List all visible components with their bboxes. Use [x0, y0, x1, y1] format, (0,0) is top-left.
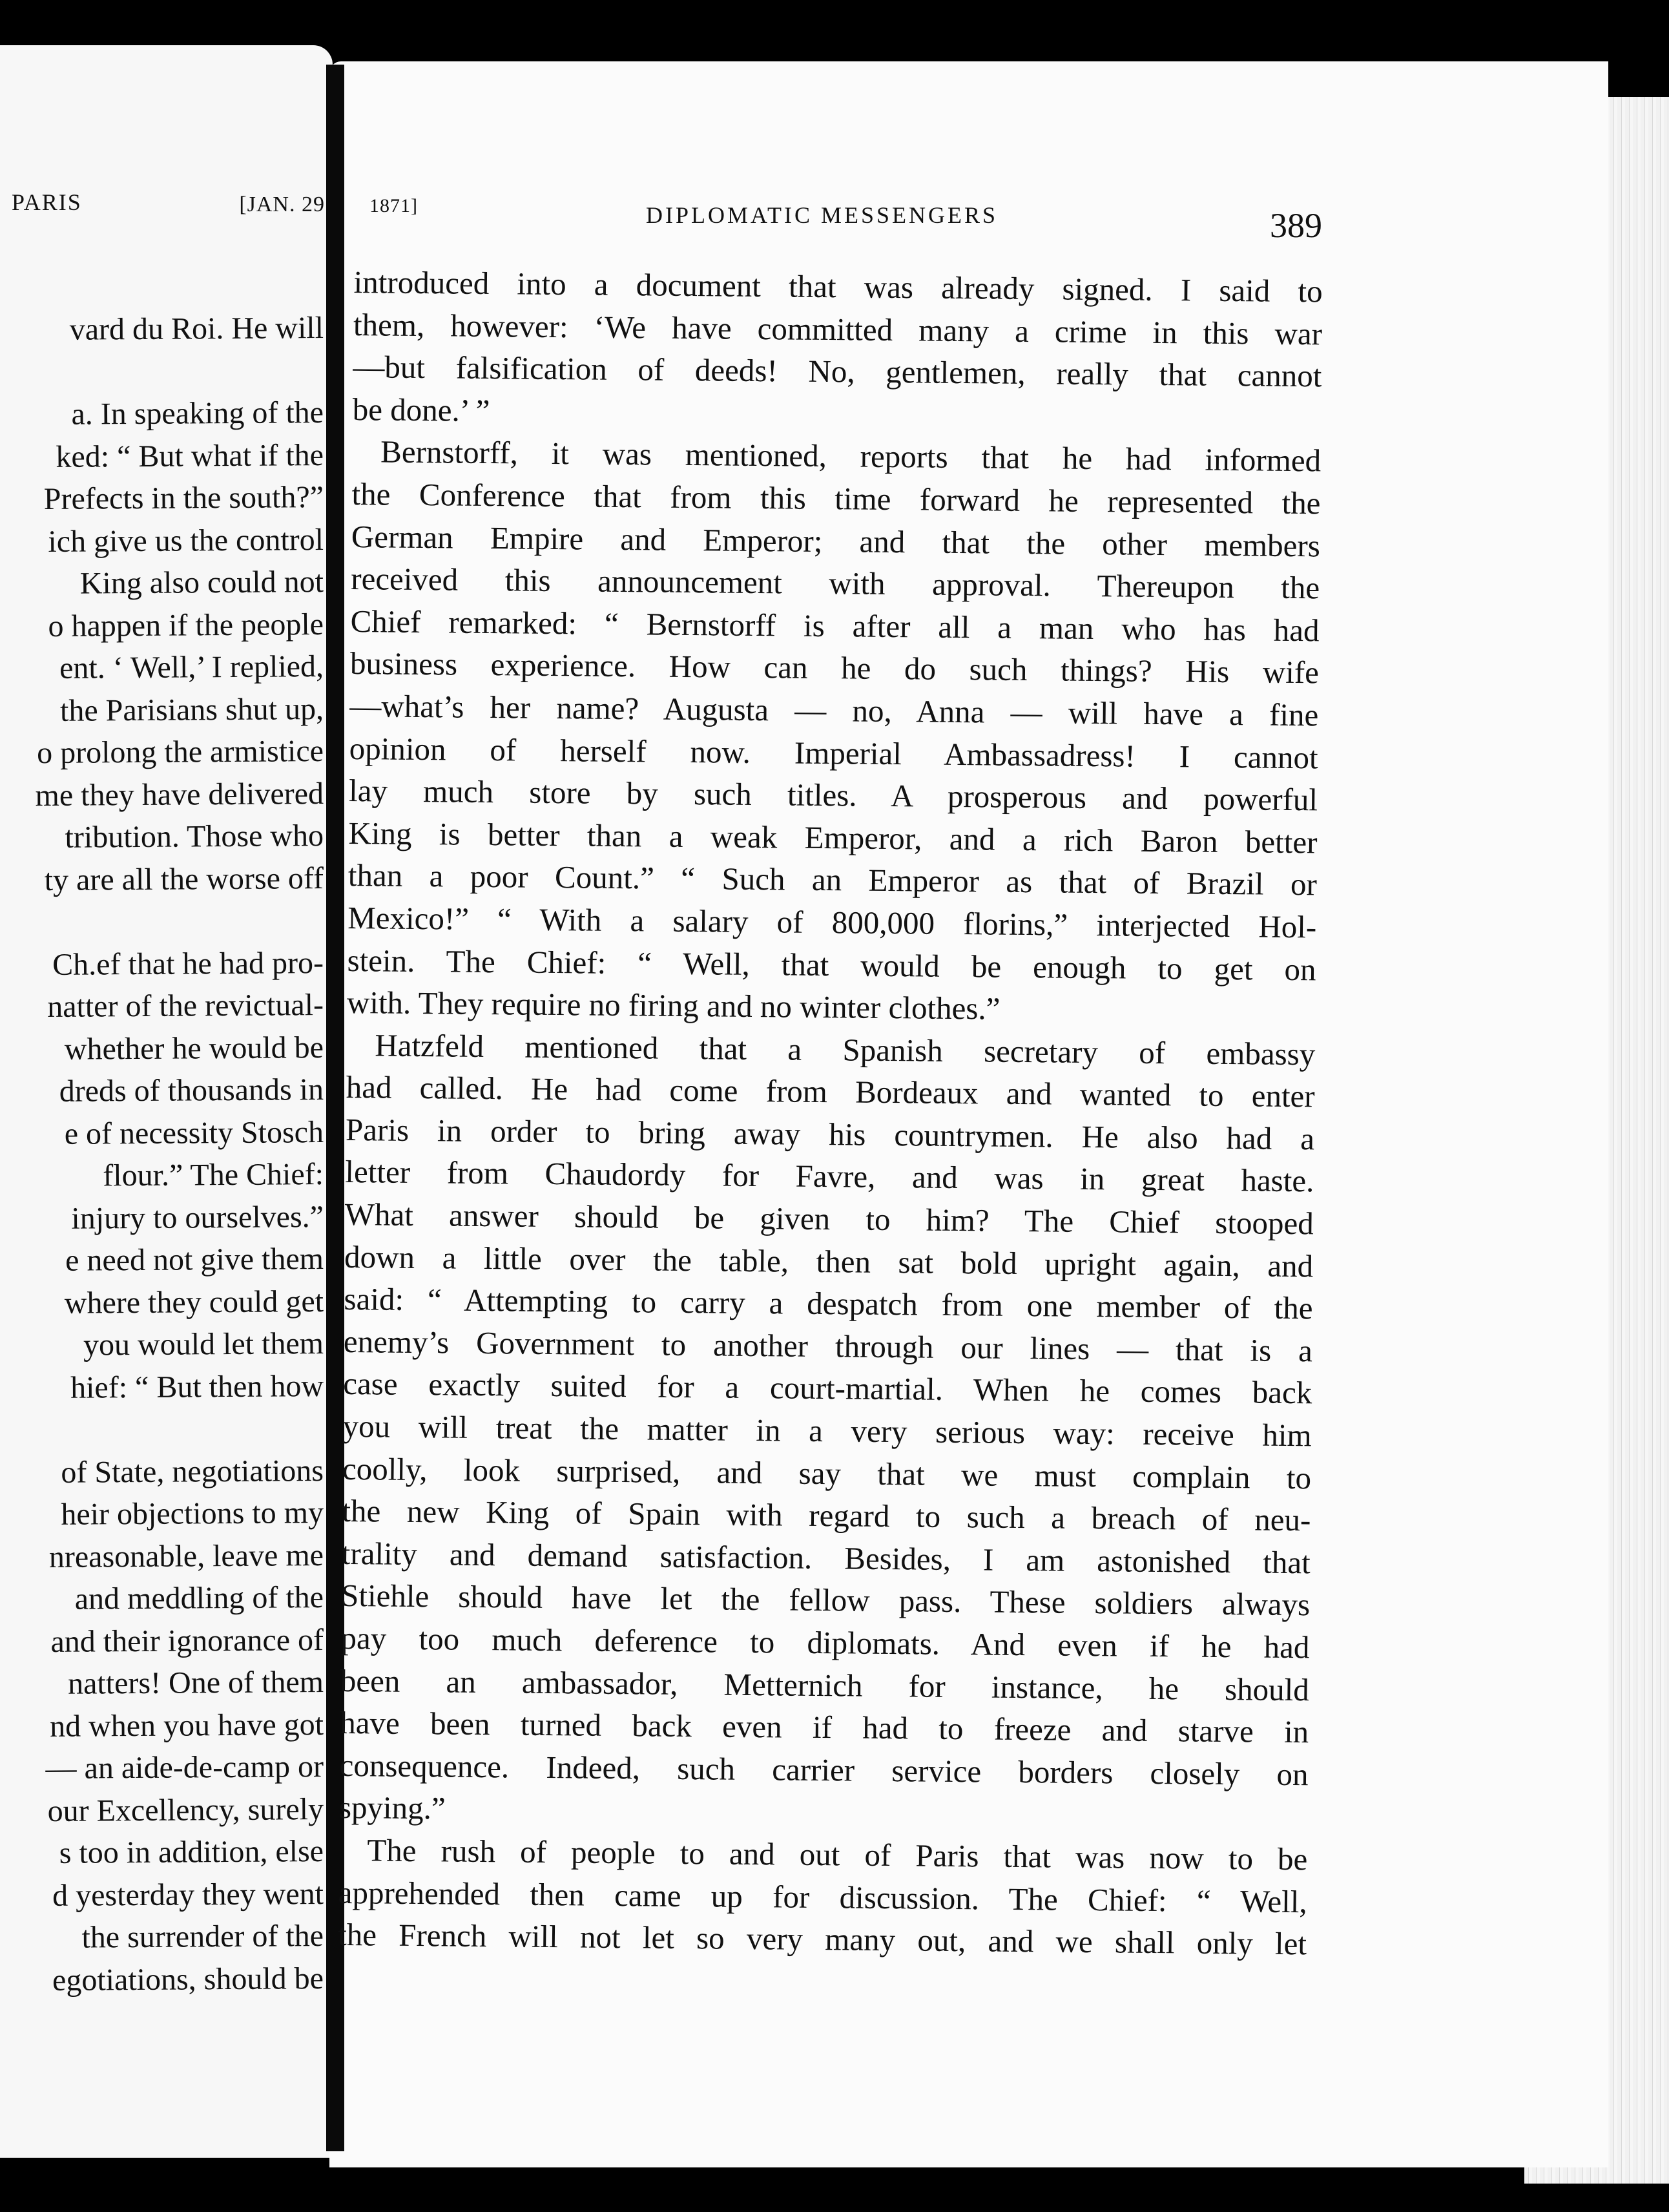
body-text: [338, 261, 1323, 1965]
text-line: Mexico!” “ With a salary of 800,000 florins,” interjected Hol-: [347, 899, 1317, 945]
text-line: consequence. Indeed, such carrier service borders closely on: [339, 1747, 1309, 1793]
text-line: been an ambassador, Metternich for instance, he should: [340, 1662, 1310, 1707]
text-line: King is better than a weak Emperor, and a rich Baron better: [348, 815, 1318, 861]
left-text-line: flour.” The Chief:: [103, 1157, 324, 1193]
text-line: coolly, look surprised, and say that we must complain to: [342, 1450, 1312, 1496]
left-text-line: our Excellency, surely: [47, 1791, 324, 1828]
text-line: with. They require no firing and no winter clothes.”: [346, 985, 1000, 1027]
text-line: than a poor Count.” “ Such an Emperor as that of Brazil or: [347, 857, 1318, 903]
text-line: down a little over the table, then sat bold upright again, and: [344, 1238, 1314, 1284]
left-text-line: ent. ‘ Well,’ I replied,: [59, 649, 324, 685]
left-text-line: King also could not: [79, 565, 324, 601]
running-title: DIPLOMATIC MESSENGERS: [646, 202, 999, 228]
text-line: case exactly suited for a court-martial. When he comes back: [343, 1366, 1312, 1411]
left-text-line: nd when you have got: [49, 1707, 324, 1744]
text-line: business experience. How can he do such things? His wife: [349, 645, 1320, 691]
left-text-line: and their ignorance of: [50, 1622, 324, 1659]
text-line: —but falsification of deeds! No, gentlemen, really that cannot: [353, 349, 1322, 394]
left-text-line: the Parisians shut up,: [59, 691, 324, 728]
left-text-line: and meddling of the: [74, 1580, 324, 1616]
left-running-title: PARIS: [12, 189, 82, 215]
left-text-line: ked: “ But what if the: [56, 437, 324, 474]
left-text-line: natter of the revictual-: [47, 988, 324, 1024]
left-text-line: heir objections to my: [61, 1496, 324, 1532]
text-line: have been turned back even if had to freeze and starve in: [340, 1705, 1309, 1750]
left-text-line: o happen if the people: [48, 607, 324, 643]
text-line: had called. He had come from Bordeaux and wanted to enter: [346, 1069, 1315, 1114]
left-text-line: hief: “ But then how: [70, 1368, 324, 1405]
left-text-line: dreds of thousands in: [59, 1072, 324, 1109]
left-page: [0, 45, 333, 2158]
running-year: 1871]: [369, 195, 418, 216]
left-text-line: of State, negotiations: [61, 1453, 324, 1490]
text-line: said: “ Attempting to carry a despatch from one member of the: [344, 1281, 1313, 1326]
left-text-line: Prefects in the south?”: [43, 480, 324, 517]
text-line: spying.”: [338, 1789, 446, 1826]
left-text-line: e need not give them: [65, 1242, 324, 1278]
left-text-line: nreasonable, leave me: [48, 1538, 324, 1574]
left-text-line: e of necessity Stosch: [64, 1114, 324, 1151]
text-line: letter from Chaudordy for Favre, and was in great haste.: [345, 1154, 1314, 1199]
text-line: be done.’ ”: [352, 391, 490, 428]
left-text-line: [0, 899, 324, 944]
left-text-line: egotiations, should be: [52, 1961, 324, 1998]
left-text-line: — an aide-de-camp or: [45, 1749, 324, 1786]
text-line: enemy’s Government to another through our lines — that is a: [343, 1323, 1313, 1369]
page-number: 389: [1270, 206, 1322, 245]
left-text-line: ty are all the worse off: [44, 861, 324, 897]
text-line: received this announcement with approval. Thereupon the: [351, 561, 1320, 606]
left-page-text: [0, 307, 324, 1999]
left-text-line: s too in addition, else: [59, 1834, 324, 1870]
left-text-line: the surrender of the: [81, 1919, 324, 1955]
text-line: stein. The Chief: “ Well, that would be enough to get on: [347, 942, 1316, 987]
text-line: introduced into a document that was already signed. I said to: [353, 264, 1323, 309]
left-text-line: where they could get: [64, 1284, 324, 1320]
right-running-head: [362, 194, 1369, 239]
left-text-line: ich give us the control: [48, 522, 324, 559]
left-text-line: [0, 350, 324, 395]
text-line: opinion of herself now. Imperial Ambassadress! I cannot: [349, 730, 1318, 775]
text-line: the French will not let so very many out, and we shall only let: [337, 1917, 1307, 1962]
left-text-line: Ch.ef that he had pro-: [52, 945, 324, 982]
text-line: apprehended then came up for discussion. The Chief: “ Well,: [338, 1874, 1307, 1919]
text-line: The rush of people to and out of Paris that was now to be: [367, 1832, 1308, 1877]
text-line: the new King of Spain with regard to such a breach of neu-: [342, 1493, 1311, 1538]
text-line: lay much store by such titles. A prosperous and powerful: [348, 773, 1318, 818]
text-line: them, however: ‘We have committed many a crime in this war: [353, 306, 1323, 351]
text-line: Bernstorff, it was mentioned, reports that he had informed: [380, 433, 1322, 479]
text-line: German Empire and Emperor; and that the other members: [351, 518, 1321, 563]
text-line: —what’s her name? Augusta — no, Anna — will have a fine: [349, 687, 1319, 733]
left-text-line: vard du Roi. He will: [69, 311, 324, 347]
text-line: Hatzfeld mentioned that a Spanish secretary of embassy: [375, 1027, 1316, 1072]
left-text-line: a. In speaking of the: [71, 395, 324, 432]
left-running-date: [JAN. 29: [239, 193, 325, 216]
text-line: you will treat the matter in a very serious way: receive him: [342, 1408, 1312, 1454]
left-text-line: [0, 1407, 324, 1452]
text-line: What answer should be given to him? The Chief stooped: [344, 1196, 1314, 1242]
text-line: trality and demand satisfaction. Besides, I am astonished that: [341, 1535, 1311, 1581]
left-text-line: natters! One of them: [67, 1665, 324, 1701]
text-line: Paris in order to bring away his countrymen. He also had a: [345, 1111, 1315, 1157]
left-text-line: d yesterday they went: [52, 1876, 324, 1913]
left-text-line: whether he would be: [64, 1030, 324, 1067]
text-line: the Conference that from this time forward he represented the: [351, 475, 1321, 521]
left-text-line: o prolong the armistice: [36, 734, 324, 771]
left-running-head: [0, 189, 333, 227]
text-line: Stiehle should have let the fellow pass. These soldiers always: [340, 1578, 1311, 1623]
text-line: Chief remarked: “ Bernstorff is after all a man who has had: [350, 603, 1320, 649]
left-text-line: me they have delivered: [35, 776, 324, 813]
left-text-line: injury to ourselves.”: [71, 1199, 324, 1236]
left-text-line: you would let them: [83, 1326, 324, 1362]
left-text-line: tribution. Those who: [65, 819, 324, 855]
text-line: pay too much deference to diplomats. And even if he had: [340, 1620, 1310, 1665]
